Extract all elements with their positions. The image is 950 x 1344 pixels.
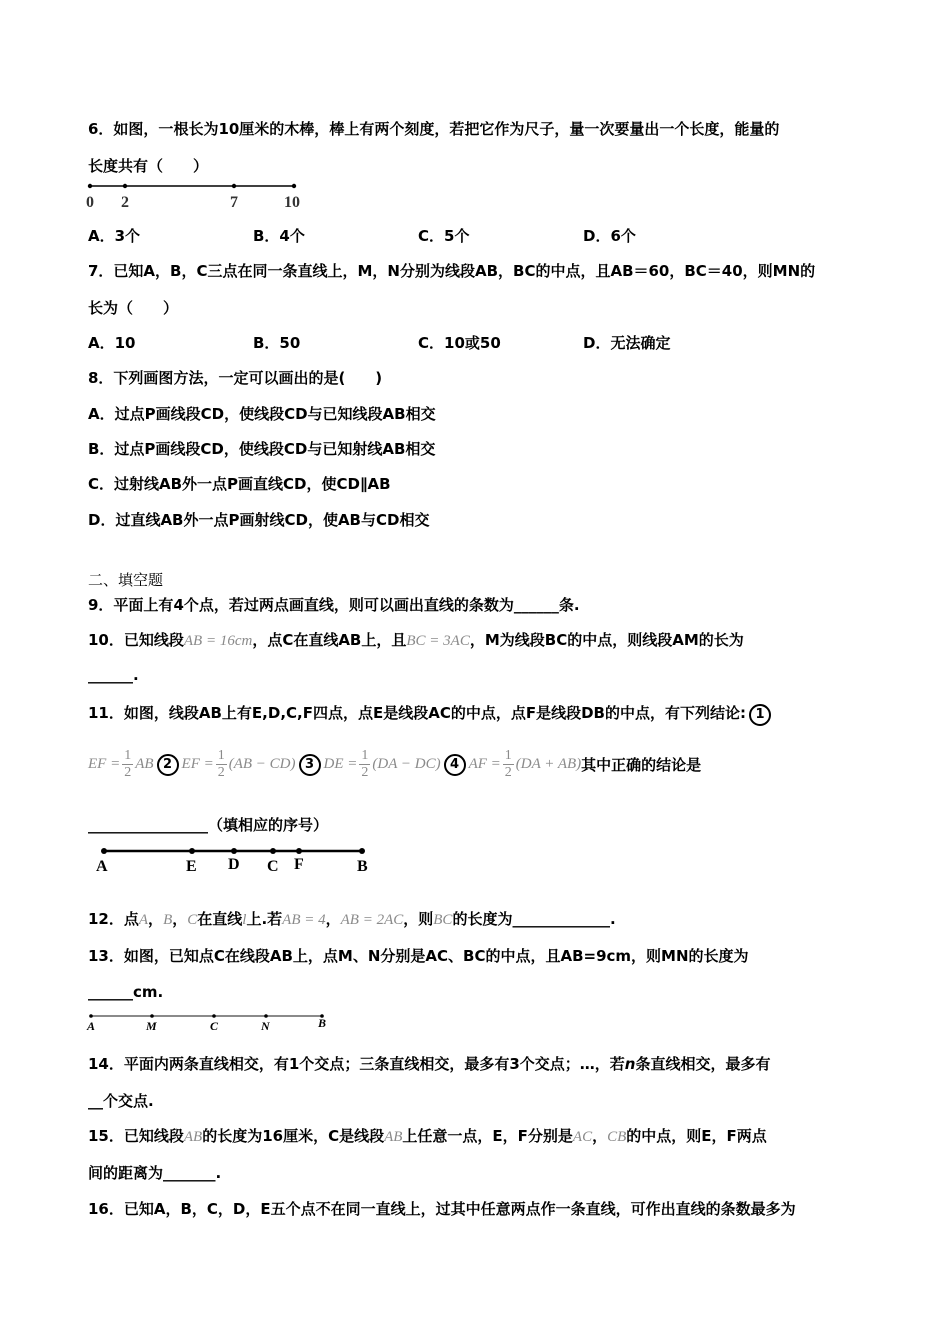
q11-formula-1-right: AB [135,756,154,772]
q10-text: 10．已知线段 [88,631,184,649]
q11-text: 11．如图，线段AB上有E,D,C,F四点，点E是线段AC的中点，点F是线段DB的中点，有下列结论: [88,704,746,722]
ruler-label: 2 [121,194,129,211]
q14-text: 条直线相交，最多有 [635,1055,771,1073]
point-m [150,1014,154,1018]
q7-option-b: B．50 [253,334,301,352]
point-c [270,848,276,854]
q11-answer-blank: ________________ [88,816,208,834]
q11-instruction: （填相应的序号） [208,816,329,834]
q12-point-a: A [138,912,149,928]
q6-option-a: A．3个 [88,227,141,245]
q8-stem: 8．下列画图方法，一定可以画出的是( ) [88,369,383,387]
q15-text: 15．已知线段 [88,1127,184,1145]
q14-var-n: n [624,1055,636,1073]
ruler-label: 0 [86,194,94,211]
q11-segment-figure [92,842,382,876]
ruler-label: 7 [230,194,238,211]
q6-option-b: B．4个 [253,227,305,245]
q12-sep: ， [172,910,188,928]
q11-tail-text: 其中正确的结论是 [581,756,702,774]
point-label: A [96,858,108,875]
q10-stem-line1 [88,629,744,650]
ruler-label: 10 [284,194,300,211]
q13-segment-figure [86,1010,336,1034]
q15-math-ab: AB [384,1129,403,1145]
q11-fraction-half [122,748,133,781]
q11-fraction-half [359,748,370,781]
q7-option-a: A．10 [88,334,136,352]
q15-math-ab: AB [183,1129,203,1145]
q12-math-bc: BC [433,912,453,928]
point-label: B [357,858,368,875]
q15-text: 的长度为16厘米，C是线段 [202,1127,385,1145]
frac-den: 2 [124,765,132,780]
q12-text: ，则 [403,910,434,928]
q14-stem-line1 [88,1053,770,1074]
q15-sep: ， [592,1127,608,1145]
q15-math-ac: AC [572,1129,593,1145]
q8-option-d: D．过直线AB外一点P画射线CD，使AB与CD相交 [88,511,430,529]
q16-stem-line1: 16．已知A，B，C，D，E五个点不在同一直线上，过其中任意两点作一条直线，可作出直线的条数最多为 [88,1200,796,1218]
q6-option-d: D．6个 [583,227,636,245]
point-f [296,848,302,854]
frac-den: 2 [504,765,512,780]
q11-formulas-line [88,748,701,781]
point-label: A [87,1019,96,1033]
q15-text: 上任意一点，E，F分别是 [402,1127,573,1145]
q15-text: 的中点，则E，F两点 [626,1127,767,1145]
q11-fraction-half [503,748,514,781]
q12-sep: ， [148,910,164,928]
q11-circled-number-1: 1 [749,704,771,726]
q12-math-ab: AB = 4 [282,912,326,928]
q11-fraction-half [216,748,227,781]
q11-circled-number-3: 3 [299,754,321,776]
q10-math-ab: AB = 16cm [183,633,253,649]
q7-option-c: C．10或50 [418,334,501,352]
q12-line-l: l [242,912,247,928]
q11-circled-number-2: 2 [157,754,179,776]
q12-stem [88,908,616,929]
q9-stem: 9．平面上有4个点，若过两点画直线，则可以画出直线的条数为______条. [88,596,580,614]
q15-stem-line2: 间的距离为_______. [88,1164,222,1182]
q11-stem-line1 [88,702,774,726]
point-label: C [210,1019,219,1033]
frac-num: 1 [217,748,225,763]
ruler-mark-7 [232,184,236,188]
point-d [231,848,237,854]
q6-stem-line1: 6．如图，一根长为10厘米的木棒，棒上有两个刻度，若把它作为尺子，量一次要量出一个长度，能量的 [88,120,780,138]
q11-formula-2-left: EF = [181,756,214,772]
q10-stem-line2: ______. [88,666,139,684]
q12-math-ab-ac: AB = 2AC [340,912,404,928]
point-label: M [146,1019,157,1033]
point-label: B [318,1016,327,1030]
point-label: D [228,856,240,873]
q11-formula-4-right: (DA + AB) [515,756,582,772]
q12-text: 12．点 [88,910,139,928]
frac-den: 2 [361,765,369,780]
ruler-mark-0 [88,184,92,188]
q8-option-b: B．过点P画线段CD，使线段CD与已知射线AB相交 [88,440,436,458]
q10-text: ，M为线段BC的中点，则线段AM的长为 [469,631,744,649]
q8-option-c: C．过射线AB外一点P画直线CD，使CD∥AB [88,475,391,493]
frac-num: 1 [504,748,512,763]
q8-option-a: A．过点P画线段CD，使线段CD与已知线段AB相交 [88,405,436,423]
q7-stem-line1: 7．已知A，B，C三点在同一条直线上，M，N分别为线段AB，BC的中点，且AB＝60，BC＝40，则MN的 [88,262,816,280]
q12-text: 上.若 [246,910,283,928]
q12-text: 的长度为_____________. [452,910,616,928]
q10-math-bc: BC = 3AC [406,633,470,649]
q12-point-c: C [187,912,198,928]
q11-formula-3-left: DE = [323,756,358,772]
point-label: N [261,1019,270,1033]
section-title-fill-blank: 二、填空题 [88,571,164,589]
q15-math-cb: CB [607,1129,627,1145]
point-b [359,848,365,854]
point-a [89,1014,93,1018]
q10-text: ，点C在直线AB上，且 [252,631,407,649]
q11-formula-1-left: EF = [88,756,121,772]
q13-stem-line2: ______cm. [88,983,164,1001]
q11-formula-2-right: (AB − CD) [228,756,296,772]
point-label: F [294,856,304,873]
frac-num: 1 [361,748,369,763]
q6-ruler-figure [84,178,314,212]
q12-point-b: B [163,912,173,928]
frac-num: 1 [124,748,132,763]
q11-formula-4-left: AF = [468,756,501,772]
point-label: E [186,858,197,875]
q6-stem-line2: 长度共有（ ） [88,157,209,175]
q12-text: 在直线 [197,910,243,928]
q6-option-c: C．5个 [418,227,470,245]
q12-sep: ， [325,910,341,928]
point-label: C [267,858,279,875]
q11-circled-number-4: 4 [444,754,466,776]
q7-stem-line2: 长为（ ） [88,299,179,317]
q11-stem-line3 [88,814,328,835]
ruler-mark-10 [292,184,296,188]
point-c [212,1014,216,1018]
frac-den: 2 [217,765,225,780]
point-e [189,848,195,854]
point-a [101,848,107,854]
q13-stem-line1: 13．如图，已知点C在线段AB上，点M、N分别是AC、BC的中点，且AB=9cm，则MN的长度为 [88,947,749,965]
q15-stem-line1 [88,1125,767,1146]
q11-formula-3-right: (DA − DC) [372,756,441,772]
q7-option-d: D．无法确定 [583,334,671,352]
q14-stem-line2: __个交点. [88,1092,154,1110]
q14-text: 14．平面内两条直线相交，有1个交点；三条直线相交，最多有3个交点；…，若 [88,1055,625,1073]
point-n [264,1014,268,1018]
ruler-mark-2 [123,184,127,188]
